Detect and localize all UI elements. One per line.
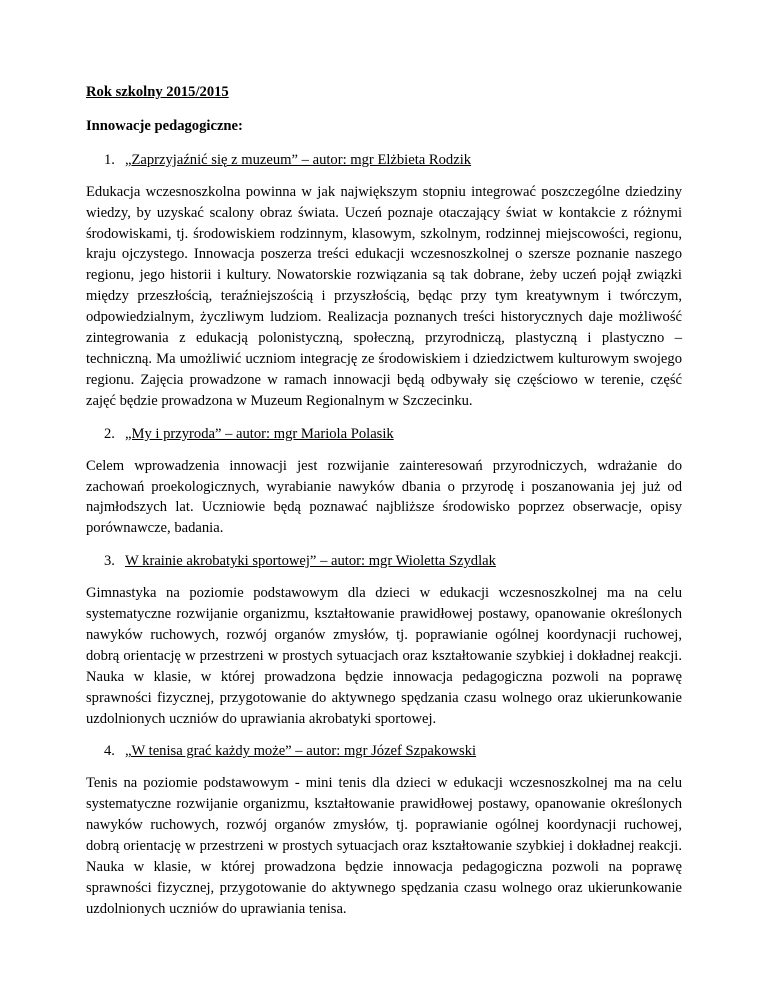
item-number: 3. — [104, 553, 115, 570]
item-number: 2. — [104, 425, 115, 442]
item-body: Tenis na poziomie podstawowym - mini tenis dla dzieci w edukacji wczesnoszkolnej ma na celu systematyczne rozwijanie organizmu, kształtowanie prawidłowej postawy, opanowanie określonych nawyków ruchowych, rozwój organów zmysłów, tj. poprawianie ogólnej koordynacji ruchowej, dobrą orientację w przestrzeni w prostych sytuacjach oraz kształtowanie szybkiej i dokładnej reakcji. Nauka w klasie, w której prowadzona będzie innowacja pedagogiczna pozwoli na poprawę sprawności fizycznej, przygotowanie do aktywnego spędzania czasu wolnego oraz ukierunkowanie uzdolnionych uczniów do uprawiania tenisa. — [86, 775, 682, 917]
item-heading — [86, 551, 682, 572]
item-title: „My i przyroda” – autor: mgr Mariola Polasik — [125, 425, 394, 442]
item-number: 4. — [104, 743, 115, 760]
document-page — [86, 82, 682, 932]
innovation-item — [86, 741, 682, 919]
item-title: „W tenisa grać każdy może” – autor: mgr Józef Szpakowski — [125, 743, 477, 760]
item-number: 1. — [104, 151, 115, 168]
item-heading — [86, 741, 682, 762]
innovation-item — [86, 150, 682, 412]
item-title: „Zaprzyjaźnić się z muzeum” – autor: mgr Elżbieta Rodzik — [125, 151, 472, 168]
item-heading — [86, 424, 682, 445]
item-heading — [86, 150, 682, 171]
innovation-item — [86, 424, 682, 540]
item-title: W krainie akrobatyki sportowej” – autor: mgr Wioletta Szydlak — [125, 553, 496, 570]
document-title: Rok szkolny 2015/2015 — [86, 84, 229, 100]
item-body: Gimnastyka na poziomie podstawowym dla dzieci w edukacji wczesnoszkolnej ma na celu systematyczne rozwijanie organizmu, kształtowanie prawidłowej postawy, opanowanie określonych nawyków ruchowych, rozwój organów zmysłów, tj. poprawianie ogólnej koordynacji ruchowej, dobrą orientację w przestrzeni w prostych sytuacjach oraz kształtowanie szybkiej i dokładnej reakcji. Nauka w klasie, w której prowadzona będzie innowacja pedagogiczna pozwoli na poprawę sprawności fizycznej, przygotowanie do aktywnego spędzania czasu wolnego oraz ukierunkowanie uzdolnionych uczniów do uprawiania akrobatyki sportowej. — [86, 585, 682, 727]
item-body: Celem wprowadzenia innowacji jest rozwijanie zainteresowań przyrodniczych, wdrażanie do zachowań proekologicznych, wyrabianie nawyków dbania o przyrodę i poszanowania jej już od najmłodszych lat. Uczniowie będą poznawać najbliższe środowisko poprzez obserwacje, opisy porównawcze, badania. — [86, 457, 682, 537]
section-heading: Innowacje pedagogiczne: — [86, 117, 243, 134]
innovation-item — [86, 551, 682, 729]
item-body: Edukacja wczesnoszkolna powinna w jak największym stopniu integrować poszczególne dziedziny wiedzy, by uzyskać scalony obraz świata. Uczeń poznaje otaczający świat w kontakcie z różnymi środowiskami, tj. środowiskiem rodzinnym, klasowym, szkolnym, rodzinnej miejscowości, regionu, kraju ojczystego. Innowacja poszerza treści edukacji wczesnoszkolnej o szersze poznanie naszego regionu, jego historii i kultury. Nowatorskie rozwiązania są tak dobrane, żeby uczeń pojął związki między przeszłością, teraźniejszością i przyszłością, będąc przy tym kreatywnym i twórczym, odpowiedzialnym, życzliwym ludziom. Realizacja poznanych treści historycznych daje możliwość zintegrowania z edukacją polonistyczną, społeczną, przyrodniczą, plastyczną i plastyczno – techniczną. Ma umożliwić uczniom integrację ze środowiskiem i dziedzictwem kulturowym swojego regionu. Zajęcia prowadzone w ramach innowacji będą odbywały się częściowo w terenie, część zajęć będzie prowadzona w Muzeum Regionalnym w Szczecinku. — [86, 183, 682, 409]
